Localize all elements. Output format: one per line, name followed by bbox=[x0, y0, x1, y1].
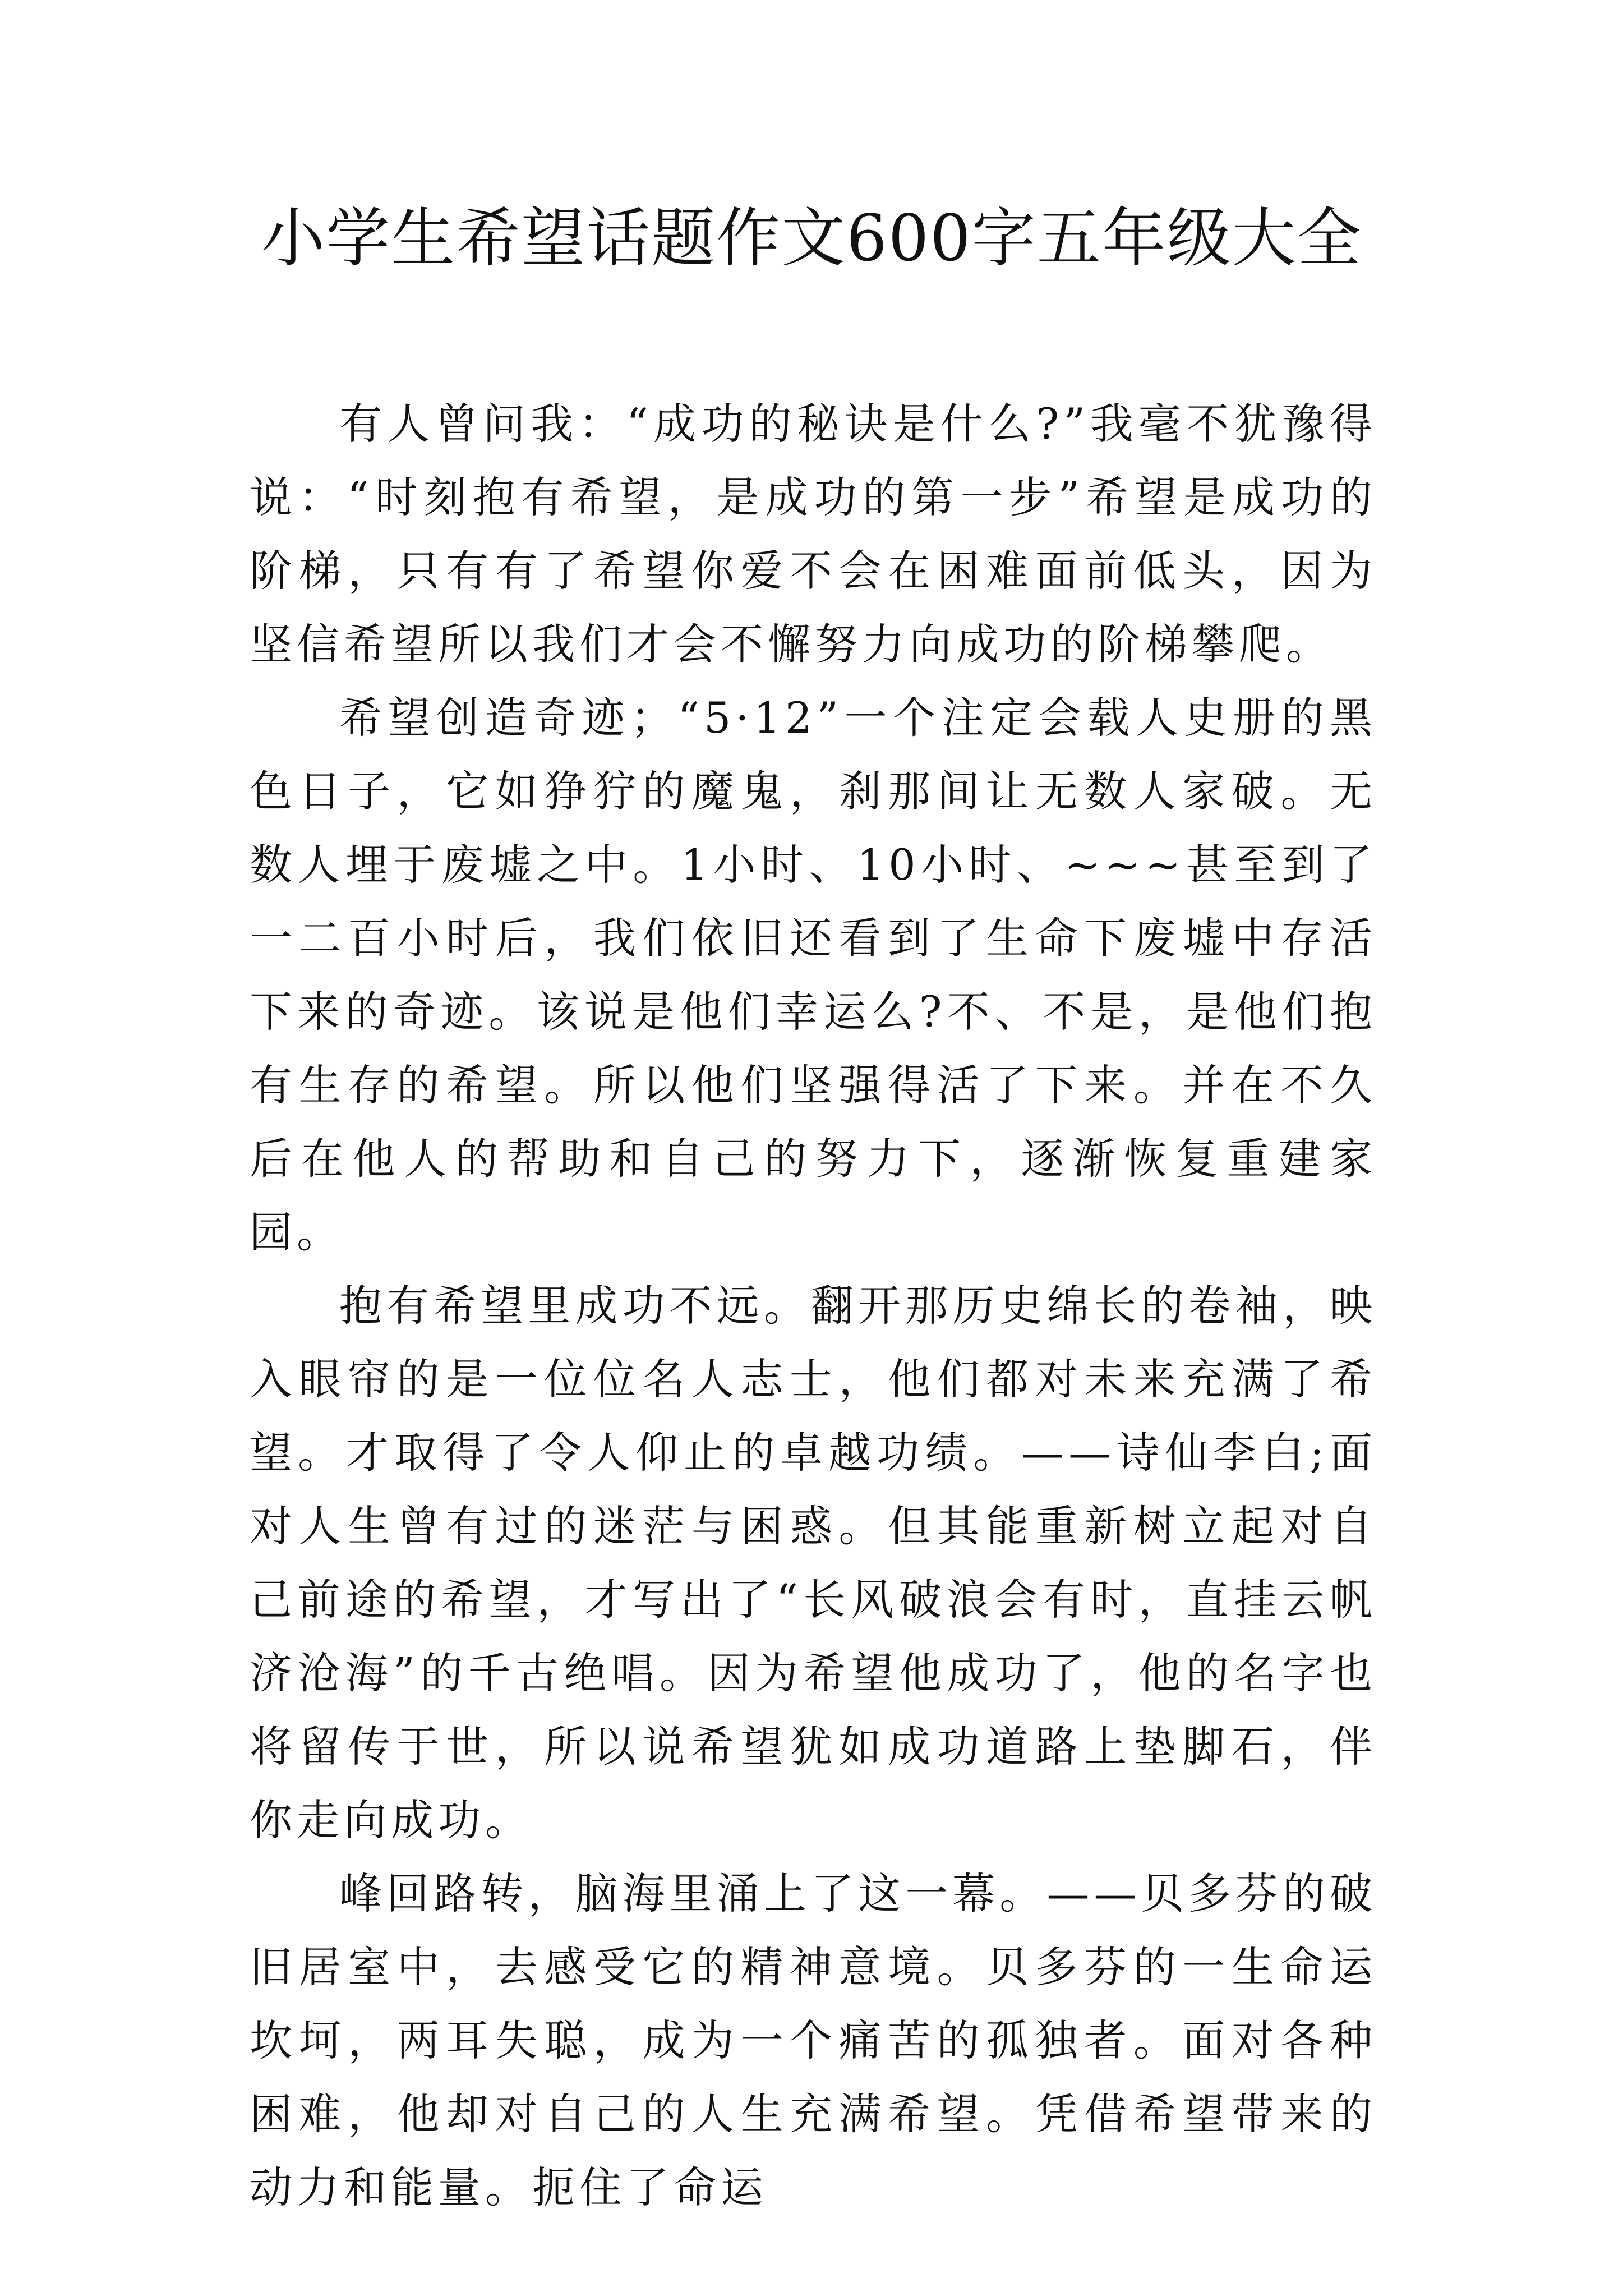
paragraph-1: 有人曾问我：“成功的秘诀是什么?”我毫不犹豫得说：“时刻抱有希望，是成功的第一步”希望是成功的阶梯，只有有了希望你爱不会在困难面前低头，因为坚信希望所以我们才会不懈努力向成功的阶梯攀爬。 bbox=[250, 399, 1377, 669]
paragraph-4: 峰回路转，脑海里涌上了这一幕。——贝多芬的破旧居室中，去感受它的精神意境。贝多芬的一生命运坎坷，两耳失聪，成为一个痛苦的孤独者。面对各种困难，他却对自己的人生充满希望。凭借希望带来的动力和能量。扼住了命运 bbox=[250, 1869, 1377, 2212]
paragraph-2: 希望创造奇迹；“5·12”一个注定会载人史册的黑色日子，它如狰狞的魔鬼，刹那间让无数人家破。无数人埋于废墟之中。1小时、10小时、~~~甚至到了一二百小时后，我们依旧还看到了生命下废墟中存活下来的奇迹。该说是他们幸运么?不、不是，是他们抱有生存的希望。所以他们坚强得活了下来。并在不久后在他人的帮助和自己的努力下，逐渐恢复重建家园。 bbox=[250, 693, 1377, 1257]
paragraph-3: 抱有希望里成功不远。翻开那历史绵长的卷袖，映入眼帘的是一位位名人志士，他们都对未来充满了希望。才取得了令人仰止的卓越功绩。——诗仙李白;面对人生曾有过的迷茫与困惑。但其能重新树立起对自己前途的希望，才写出了“长风破浪会有时，直挂云帆济沧海”的千古绝唱。因为希望他成功了，他的名字也将留传于世，所以说希望犹如成功道路上垫脚石，伴你走向成功。 bbox=[250, 1281, 1377, 1845]
document-body bbox=[250, 387, 1377, 2224]
document-title: 小学生希望话题作文600字五年级大全 bbox=[261, 201, 1362, 275]
